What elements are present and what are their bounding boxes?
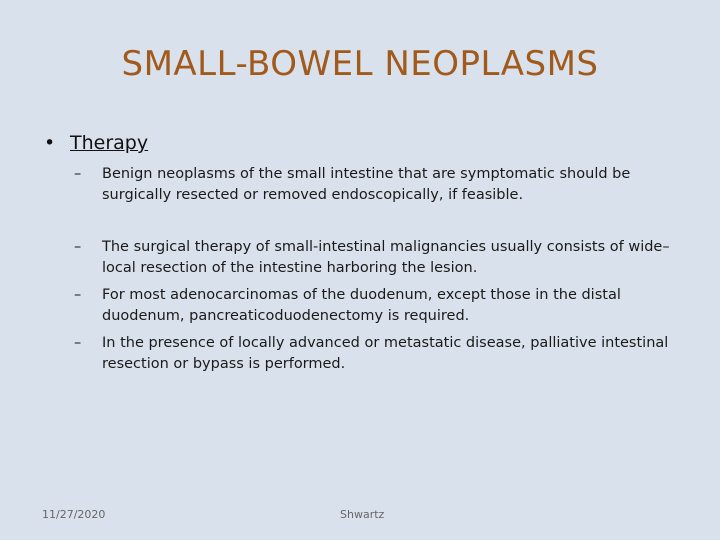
sub-bullet-2 — [74, 237, 684, 279]
sub-bullet-text: Benign neoplasms of the small intestine that are symptomatic should be surgically resected or removed endoscopically, if feasible. — [102, 166, 631, 203]
dash-marker: – — [74, 335, 82, 351]
slide-title: SMALL-BOWEL NEOPLASMS — [121, 44, 599, 84]
sub-bullet-1 — [74, 164, 684, 206]
footer-author: Shwartz — [340, 508, 385, 521]
bullet-label: Therapy — [70, 132, 149, 154]
bullet-therapy — [44, 132, 148, 154]
sub-bullet-text: The surgical therapy of small-intestinal malignancies usually consists of wide–local resection of the intestine harboring the lesion. — [102, 239, 670, 276]
sub-bullet-text: In the presence of locally advanced or metastatic disease, palliative intestinal resection or bypass is performed. — [102, 335, 669, 372]
dash-marker: – — [74, 287, 82, 303]
footer-date: 11/27/2020 — [42, 508, 106, 521]
sub-bullet-text: For most adenocarcinomas of the duodenum, except those in the distal duodenum, pancreaticoduodenectomy is required. — [102, 287, 621, 324]
sub-bullet-4 — [74, 333, 684, 375]
dash-marker: – — [74, 239, 82, 255]
sub-bullet-3 — [74, 285, 684, 327]
dash-marker: – — [74, 166, 82, 182]
bullet-marker: • — [44, 132, 56, 154]
